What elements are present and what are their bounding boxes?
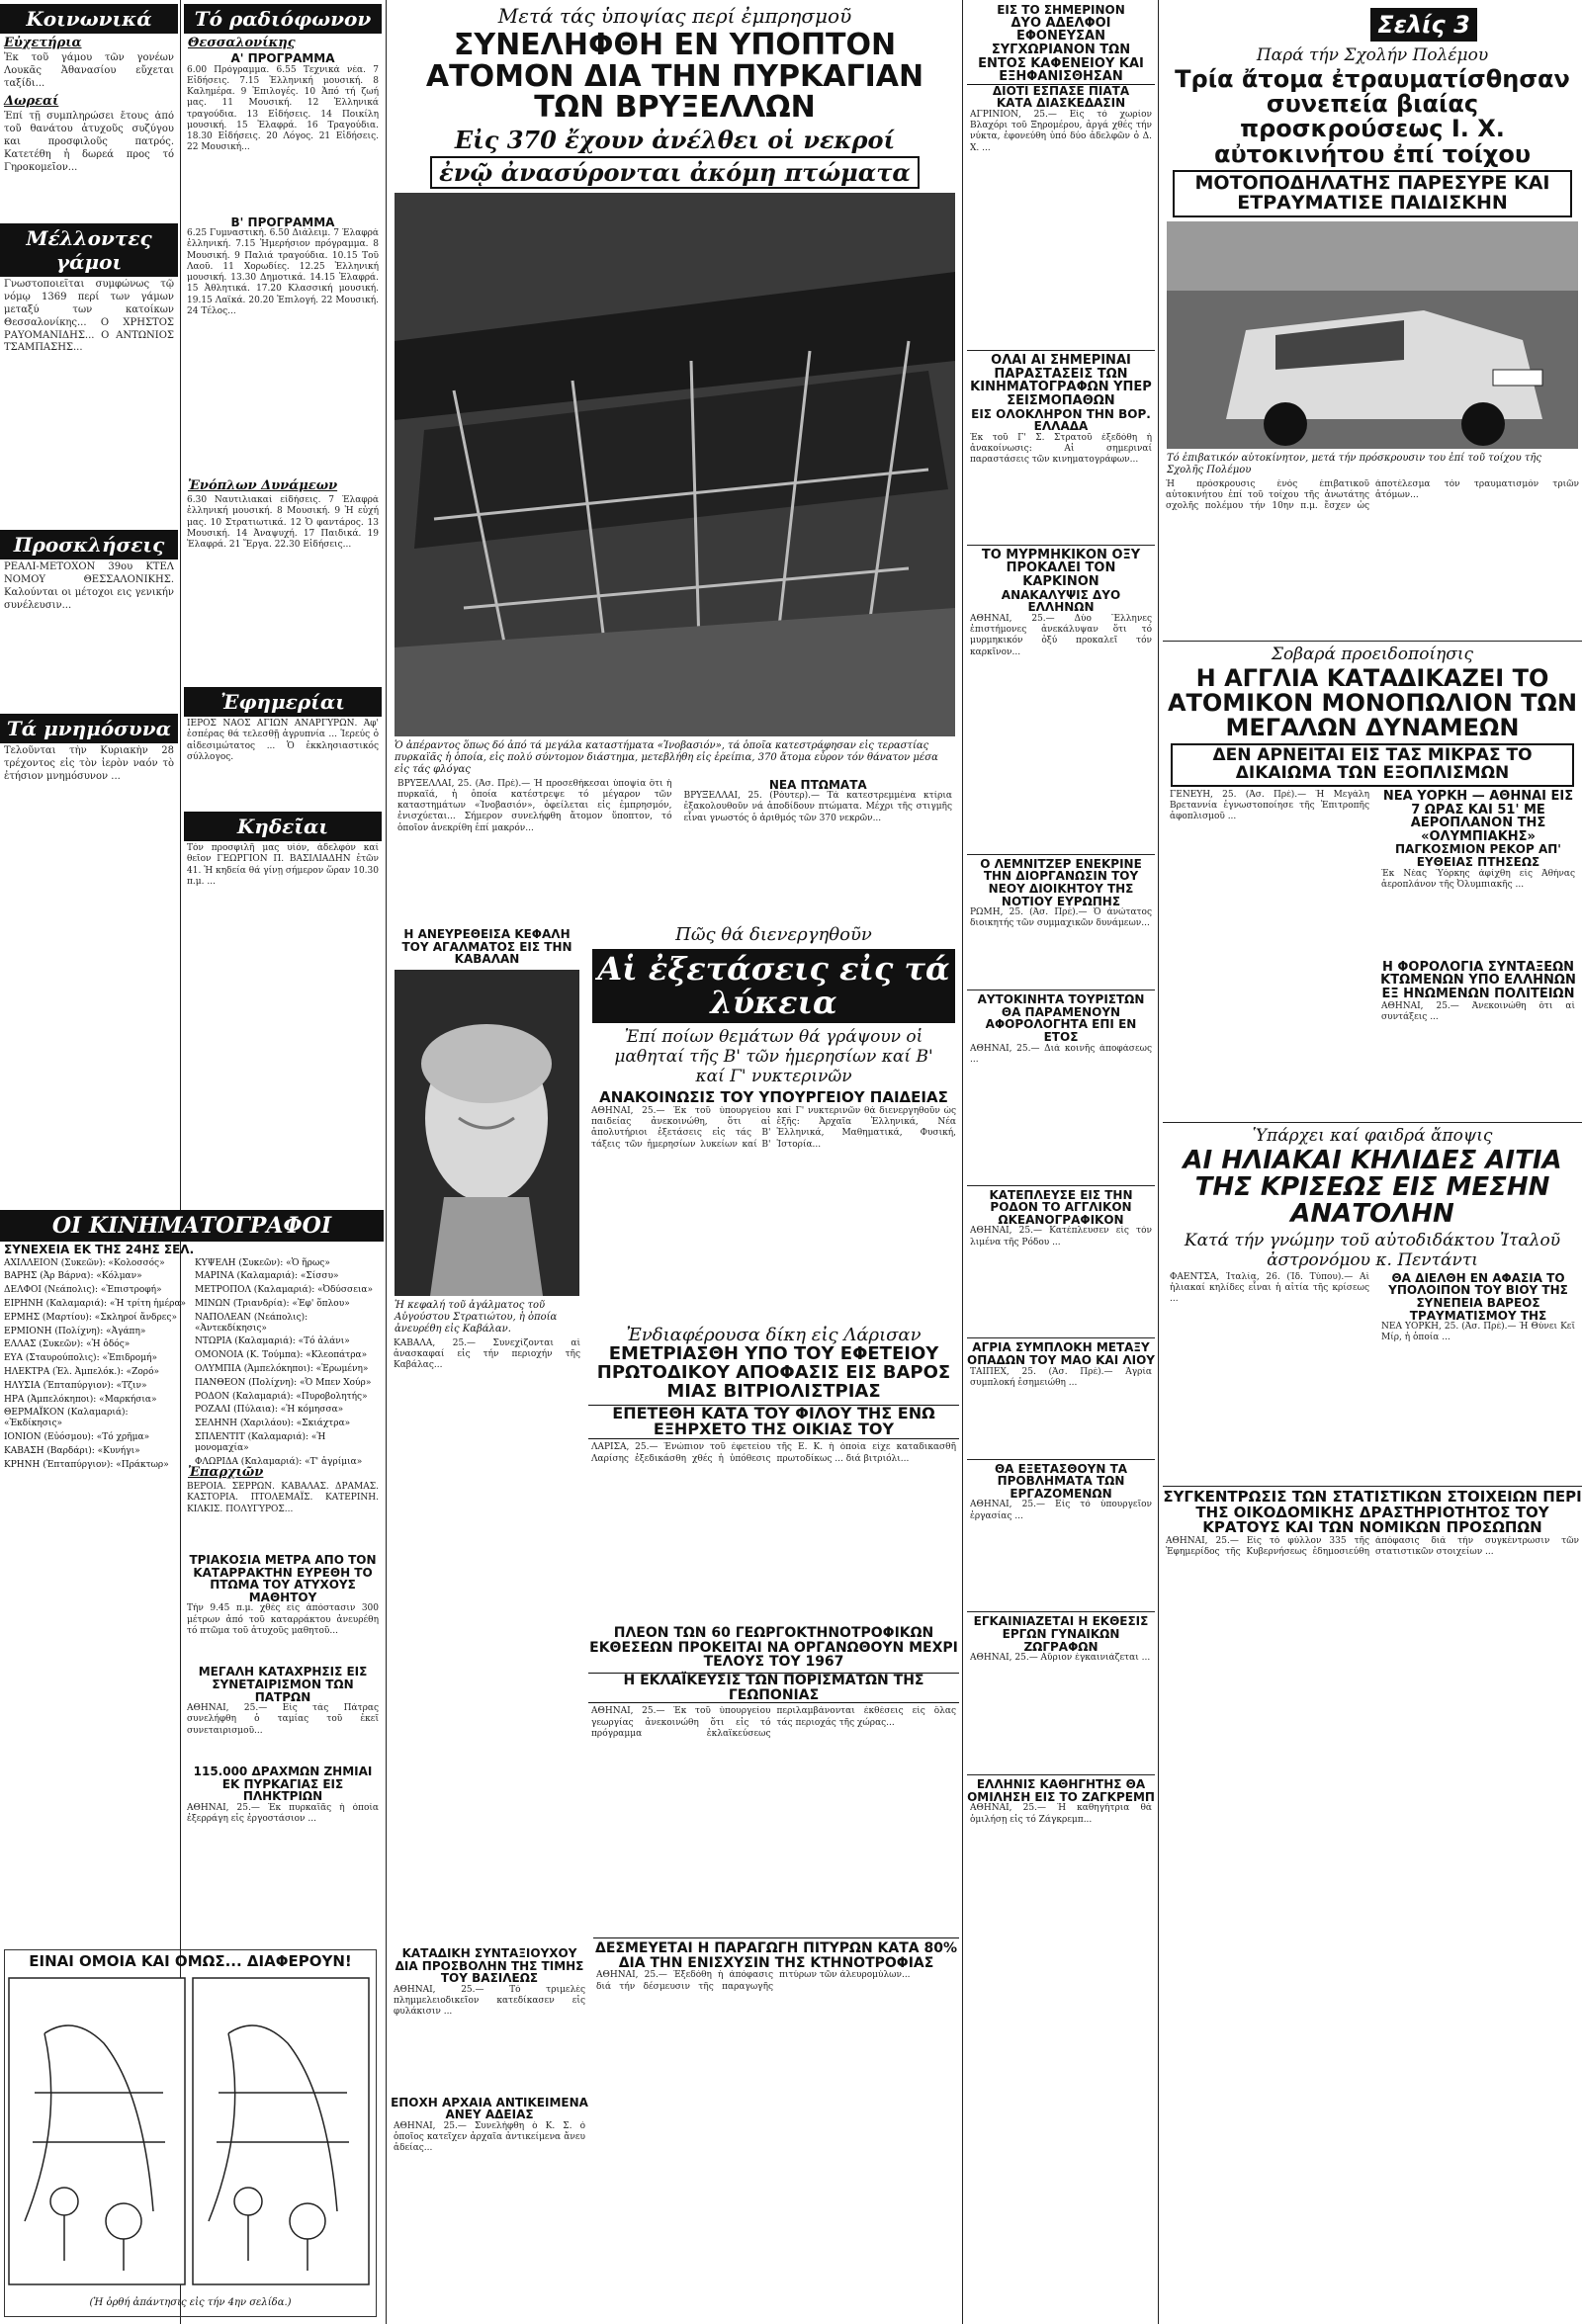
c5-kicker-2: Σοβαρά προειδοποίησις [1271,644,1474,664]
cinema-subtitle: ΣΥΝΕΧΕΙΑ ΕΚ ΤΗΣ 24ΗΣ ΣΕΛ. [4,1243,195,1256]
c4-text-2: Ἐκ τοῦ Γ' Σ. Στρατοῦ ἐξεδόθη ἡ ἀνακοίνωσις: Αἱ σημεριναί παραστάσεις τῶν κινηματογράφων... [970,432,1152,466]
cinema-entry: ΕΥΑ (Σταυρούπολις): «Ἐπιδρομή» [4,1353,157,1364]
cinema-entry: ΘΕΡΜΑΪΚΟΝ (Καλαμαριά): «Ἐκδίκησις» [4,1408,129,1429]
c5-kicker-5: Ὑπάρχει καί φαιδρά ἄποψις [1252,1125,1493,1146]
c4-text-3: ΑΘΗΝΑΙ, 25.— Δύο Ἕλληνες ἐπιστήμονες ἀνεκάλυψαν ὅτι τό μυρμηκικόν ὀξύ προκαλεῖ τόν καρκῖνον... [970,613,1152,657]
cinema-entry: ΕΡΜΗΣ (Μαρτίου): «Σκληροί ἄνδρες» [4,1312,177,1323]
c4-text-5: ΑΘΗΝΑΙ, 25.— Διά κοινῆς ἀποφάσεως ... [970,1043,1152,1065]
cinema-entry: ΕΛΛΑΣ (Συκεῶν): «Ἡ ὁδός» [4,1339,131,1350]
geopon-story [588,1626,959,1923]
c4-head-4: Ο ΛΕΜΝΙΤΖΕΡ ΕΝΕΚΡΙΝΕ ΤΗΝ ΔΙΟΡΓΑΝΩΣΙΝ ΤΟΥ ΝΕΟΥ ΔΙΟΙΚΗΤΟΥ ΤΗΣ ΝΟΤΙΟΥ ΕΥΡΩΠΗΣ [980,856,1142,908]
column-provinces [184,1463,382,1947]
cinema-entry: ΣΕΛΗΝΗ (Χαριλάου): «Σκιάχτρα» [195,1419,351,1429]
car-photo-caption: Τό ἐπιβατικόν αὐτοκίνητον, μετά τήν πρόσκρουσιν του ἐπί τοῦ τοίχου τῆς Σχολῆς Πολέμου [1167,452,1542,475]
megali-text: ΑΘΗΝΑΙ, 25.— Εἰς τάς Πάτρας συνελήφθη ὁ ταμίας τοῦ ἐκεῖ συνεταιρισμοῦ... [187,1703,379,1736]
c4-head-9: ΕΓΚΑΙΝΙΑΖΕΤΑΙ Η ΕΚΘΕΣΙΣ ΕΡΓΩΝ ΓΥΝΑΙΚΩΝ ΖΩΓΡΑΦΩΝ [973,1614,1149,1654]
pityra-headline: ΔΕΣΜΕΥΕΤΑΙ Η ΠΑΡΑΓΩΓΗ ΠΙΤΥΡΩΝ ΚΑΤΑ 80% ΔΙΑ ΤΗΝ ΕΝΙΣΧΥΣΙΝ ΤΗΣ ΚΤΗΝΟΤΡΟΦΙΑΣ [593,1937,959,1970]
epochi-head: ΕΠΟΧΗ ΑΡΧΑΙΑ ΑΝΤΙΚΕΙΜΕΝΑ ΑΝΕΥ ΑΔΕΙΑΣ [391,2095,588,2122]
efimeria-title: Ἐφημερίαι [184,687,382,717]
c4-text-4: ΡΩΜΗ, 25. (Ἀσ. Πρέ).— Ὁ ἀνώτατος διοικητής τῶν συμμαχικῶν δυνάμεων... [970,907,1152,929]
katadiki-head: ΚΑΤΑΔΙΚΗ ΣΥΝΤΑΞΙΟΥΧΟΥ ΔΙΑ ΠΡΟΣΒΟΛΗΝ ΤΗΣ ΤΙΜΗΣ ΤΟΥ ΒΑΣΙΛΕΩΣ [395,1947,584,1986]
epochi-text: ΑΘΗΝΑΙ, 25.— Συνελήφθη ὁ Κ. Σ. ὁ ὁποῖος κατεῖχεν ἀρχαῖα ἀντικείμενα ἄνευ ἀδείας... [394,2120,585,2154]
pityra-text: ΑΘΗΝΑΙ, 25.— Ἐξεδόθη ἡ ἀπόφασις διά τήν δέσμευσιν τῆς παραγωγῆς πιτύρων τῶν ἀλευρομύλων... [596,1970,911,1992]
exams-kicker: Πῶς θά διενεργηθοῦν [675,924,872,945]
main-story-text: ΒΡΥΞΕΛΛΑΙ, 25. (Ἀσ. Πρέ).— Ἡ προσεθήκεσαι ὑποψία ὅτι ἡ πυρκαϊά, ἡ ὁποία κατέστρεψε τό μέγαρον τῶν καταστημάτων «Ἰνοβασιόν», ὀφείλεται εἰς ἐμπρησμόν, ἐνισχύεται... Σήμερον συνελήφθη ἄτομον ὕποπτον, τό ὁποῖον ἀνεκρίθη ἐπί μακρόν... [397,778,672,833]
cinema-entry: ΑΧΙΛΛΕΙΟΝ (Συκεῶν): «Κολοσσός» [4,1257,165,1268]
page-folio: Σελίς 3 [1370,8,1477,42]
statue-caption: Ἡ κεφαλή τοῦ ἀγάλματος τοῦ Αὐγούστου Στρατιώτου, ἡ ὁποία ἀνευρέθη εἰς Καβάλαν. [395,1299,558,1334]
efimeria-text: ΙΕΡΟΣ ΝΑΟΣ ΑΓΙΩΝ ΑΝΑΡΓΥΡΩΝ. Ἀφ' ἑσπέρας θά τελεσθῇ ἀγρυπνία ... Ἱερεύς ὁ αἰδεσιμώτατος ... Ὁ ἐκκλησιαστικός σύλλογος. [187,719,379,762]
geopon-headline: ΠΛΕΟΝ ΤΩΝ 60 ΓΕΩΡΓΟΚΤΗΝΟΤΡΟΦΙΚΩΝ ΕΚΘΕΣΕΩΝ ΠΡΟΚΕΙΤΑΙ ΝΑ ΟΡΓΑΝΩΘΟΥΝ ΜΕΧΡΙ ΤΕΛΟΥΣ ΤΟΥ 1967 [589,1626,958,1671]
statue-block [391,924,583,1478]
cinema-entry: ΜΑΡΙΝΑ (Καλαμαριά): «Σίσσυ» [195,1271,339,1282]
cinema-entry: ΟΛΥΜΠΙΑ (Ἀμπελόκηποι): «Ἐρωμένη» [195,1363,369,1374]
c5-text-5: ΦΑΕΝΤΣΑ, Ἰταλία, 26. (Ἰδ. Τύπου).— Αἱ ἡλιακαί κηλίδες εἶναι ἡ αἰτία τῆς κρίσεως ... [1170,1271,1369,1305]
cinema-entry: ΡΟΔΟΝ (Καλαμαριά): «Πυροβολητής» [195,1391,368,1402]
cinema-entry: ΕΡΜΙΟΝΗ (Πολίχνη): «Ἀγάπη» [4,1326,146,1336]
koinonika-title: Κοινωνικά [0,4,178,34]
main-story [391,0,959,919]
cinema-entry: ΜΕΤΡΟΠΟΛ (Καλαμαριά): «Ὀδύσσεια» [195,1285,373,1296]
eparxion-text: ΒΕΡΟΙΑ. ΣΕΡΡΩΝ. ΚΑΒΑΛΑΣ. ΔΡΑΜΑΣ. ΚΑΣΤΟΡΙΑ. ΠΤΟΛΕΜΑΪΣ. ΚΑΤΕΡΙΝΗ. ΚΙΛΚΙΣ. ΠΟΛΥΓΥΡΟΣ... [187,1482,379,1514]
prog-a-title: Α' ΠΡΟΓΡΑΜΜΑ [230,51,335,65]
c5-text-3: Ἐκ Νέας Ὑόρκης ἀφίχθη εἰς Ἀθήνας ἀεροπλάνον τῆς Ὀλυμπιακῆς ... [1381,868,1575,890]
mnimosyna-text: Τελοῦνται τὴν Κυριακὴν 28 τρέχοντος εἰς τὸν ἱερὸν ναόν τὸ ἐτήσιον μνημόσυνον ... [4,745,174,782]
c5-sub-5: Κατά τήν γνώμην τοῦ αὐτοδιδάκτου Ἰταλοῦ ἀστρονόμου κ. Πεντάντι [1184,1230,1561,1270]
c4-kicker-1: ΕΙΣ ΤΟ ΣΗΜΕΡΙΝΟΝ [997,3,1125,17]
cinema-entry: ΠΑΝΘΕΟΝ (Πολίχνη): «Ὁ Μπεν Χούρ» [195,1377,372,1388]
c4-head-6: ΚΑΤΕΠΛΕΥΣΕ ΕΙΣ ΤΗΝ ΡΟΔΟΝ ΤΟ ΑΓΓΛΙΚΟΝ ΩΚΕΑΝΟΓΡΑΦΙΚΟΝ [989,1187,1133,1227]
eparxion-title: Ἐπαρχιῶν [188,1465,264,1480]
dorea-title: Δωρεαί [4,94,59,110]
cinema-entry: ΒΑΡΗΣ (Ἀρ Βάρνα): «Κόλμαν» [4,1271,142,1282]
c4-text-9: ΑΘΗΝΑΙ, 25.— Αὔριον ἐγκαινιάζεται ... [970,1653,1151,1664]
statue-head: Η ΑΝΕΥΡΕΘΕΙΣΑ ΚΕΦΑΛΗ ΤΟΥ ΑΓΑΛΜΑΤΟΣ ΕΙΣ ΤΗΝ ΚΑΒΑΛΑΝ [401,927,572,967]
main-deck-1: Εἰς 370 ἔχουν ἀνέλθει οἱ νεκροί [454,125,896,154]
c4-sub-2: ΕΙΣ ΟΛΟΚΛΗΡΟΝ ΤΗΝ ΒΟΡ. ΕΛΛΑΔΑ [971,406,1151,434]
c4-sub-1b: ΚΑΤΑ ΔΙΑΣΚΕΔΑΣΙΝ [996,96,1126,111]
c4-text-10: ΑΘΗΝΑΙ, 25.— Ἡ καθηγήτρια θά ὁμιλήσῃ εἰς τό Ζάγκρεμπ... [970,1803,1152,1825]
triakosia-head: ΤΡΙΑΚΟΣΙΑ ΜΕΤΡΑ ΑΠΟ ΤΟΝ ΚΑΤΑΡΡΑΚΤΗΝ ΕΥΡΕΘΗ ΤΟ ΠΤΩΜΑ ΤΟΥ ΑΤΥΧΟΥΣ ΜΑΘΗΤΟΥ [189,1553,377,1604]
cartoon-title: ΕΙΝΑΙ ΟΜΟΙΑ ΚΑΙ ΟΜΩΣ... ΔΙΑΦΕΡΟΥΝ! [29,1952,352,1970]
main-deck-2: ἐνῷ ἀνασύρονται ἀκόμη πτώματα [430,156,920,189]
c5-kicker: Παρά τήν Σχολήν Πολέμου [1256,45,1489,65]
cinema-entry: ΔΕΛΦΟΙ (Νεάπολις): «Ἐπιστροφή» [4,1285,162,1296]
larisa-text: ΛΑΡΙΣΑ, 25.— Ἐνώπιον τοῦ ἐφετείου Λαρίσης ἐξεδικάσθη χθές ἡ ὑπόθεσις τῆς Ε. Κ. ἡ ὁποία εἶχε καταδικασθῆ πρωτοδίκως ... διά βιτριόλι... [591,1442,956,1464]
c4-sub-3: ΑΝΑΚΑΛΥΨΙΣ ΔΥΟ ΕΛΛΗΝΩΝ [1001,587,1121,615]
c5-headline: Τρία ἄτομα ἐτραυματίσθησαν συνεπεία βιαίας προσκρούσεως Ι. Χ. αὐτοκινήτου ἐπί τοίχου [1175,65,1570,168]
fire-photo-caption: Ὁ ἀπέραντος ὅπως δό ἀπό τά μεγάλα καταστήματα «Ἰνοβασιόν», τά ὁποῖα κατεστράφησαν εἰς τεραστίας πυρκαϊᾶς ἡ ὁποία, εἰς πολύ σύντομον διάστημα, μετεβλήθη εἰς ἐρείπια, 370 ἄτομα εὗρον τόν θάνατον μέσα εἰς τάς φλόγας [395,739,938,775]
c4-head-2: ΟΛΑΙ ΑΙ ΣΗΜΕΡΙΝΑΙ ΠΑΡΑΣΤΑΣΕΙΣ ΤΩΝ ΚΙΝΗΜΑΤΟΓΡΑΦΩΝ ΥΠΕΡ ΣΕΙΣΜΟΠΑΘΩΝ [970,352,1152,408]
larisa-subhead: ΕΠΕΤΕΘΗ ΚΑΤΑ ΤΟΥ ΦΙΛΟΥ ΤΗΣ ΕΝΩ ΕΞΗΡΧΕΤΟ ΤΗΣ ΟΙΚΙΑΣ ΤΟΥ [588,1405,959,1440]
exams-headline: Αἱ ἐξετάσεις εἰς τά λύκεια [592,949,955,1023]
enoplon-text: 6.30 Ναυτιλιακαί εἰδήσεις. 7 Ἐλαφρά ἑλληνική μουσική. 8 Μουσική. 9 Ἡ εὐχή μας. 10 Στρατιωτικά. 12 Ὁ φαντάρος. 13 Μουσική. 14 Ἀναψυχή. 17 Παιδικά. 19 Ἐλαφρά. 21 Ἔργα. 22.30 Εἰδήσεις... [187,495,379,551]
geopon-subhead: Η ΕΚΛΑΪΚΕΥΣΙΣ ΤΩΝ ΠΟΡΙΣΜΑΤΩΝ ΤΗΣ ΓΕΩΠΟΝΙΑΣ [588,1673,959,1703]
triakosia-text: Τήν 9.45 π.μ. χθές εἰς ἀπόστασιν 300 μέτρων ἀπό τοῦ καταρράκτου ἀνευρέθη τό πτῶμα τοῦ ἀτυχοῦς μαθητοῦ... [187,1603,379,1636]
cinema-entry: ΕΙΡΗΝΗ (Καλαμαριά): «Ἡ τρίτη ἡμέρα» [4,1298,187,1309]
radio-title: Τό ραδιόφωνον [184,4,382,34]
enoplon-title: Ἐνόπλων Δυνάμεων [188,478,338,494]
prog-b-text: 6.25 Γυμναστική. 6.50 Διάλειμ. 7 Ἐλαφρά ἑλληνική. 7.15 Ἡμερήσιον πρόγραμμα. 8 Μουσική. 9 Παλιά τραγούδια. 10.15 Τοῦ Λαοῦ. 11 Χορωδίες. 12.25 Ἑλληνική μουσική. 13.30 Δημοτικά. 14.15 Ἐλαφρά. 15 Ἀθλητικά. 17.20 Κλασσική μουσική. 19.15 Λαϊκά. 20.20 Ἐπιλογή. 22 Μουσική. 24 Τέλος... [187,228,379,316]
pityra-story [593,1937,959,2318]
c5-text-2: ΓΕΝΕΥΗ, 25. (Ἀσ. Πρέ).— Ἡ Μεγάλη Βρεταννία ἐγνωστοποίησε τῆς Ἐπιτροπῆς ἀφοπλισμοῦ ... [1170,789,1369,822]
cinema-entry: ΦΛΩΡΙΔΑ (Καλαμαριά): «Τ' ἀγρίμια» [195,1456,363,1467]
c5-head-5: ΑΙ ΗΛΙΑΚΑΙ ΚΗΛΙΔΕΣ ΑΙΤΙΑ ΤΗΣ ΚΡΙΣΕΩΣ ΕΙΣ ΜΕΣΗΝ ΑΝΑΤΟΛΗΝ [1183,1145,1562,1230]
c5-sub-6: ΣΥΝΕΠΕΙΑ ΒΑΡΕΟΣ [1416,1295,1540,1310]
c5-sub-3: ΠΑΓΚΟΣΜΙΟΝ ΡΕΚΟΡ ΑΠ' ΕΥΘΕΙΑΣ ΠΤΗΣΕΩΣ [1395,842,1561,870]
megali-head: ΜΕΓΑΛΗ ΚΑΤΑΧΡΗΣΙΣ ΕΙΣ ΣΥΝΕΤΑΙΡΙΣΜΟΝ ΤΩΝ ΠΑΤΡΩΝ [198,1665,368,1704]
nea-ptomata-head: ΝΕΑ ΠΤΩΜΑΤΑ [768,777,867,792]
c5-sub-6b: ΤΡΑΥΜΑΤΙΣΜΟΥ ΤΗΣ [1409,1308,1547,1323]
cartoon-illustration [5,1974,374,2290]
cinema-list [4,1258,380,1472]
zimiai-text: ΑΘΗΝΑΙ, 25.— Ἐκ πυρκαϊᾶς ἡ ὁποία ἐξερράγη εἰς ἐργοστάσιον ... [187,1802,379,1825]
proskliseis-title: Προσκλήσεις [0,530,178,559]
proskliseis-text: ΡΕΑΛΙ-ΜΕΤΟΧΟΝ 39ου ΚΤΕΛ ΝΟΜΟΥ ΘΕΣΣΑΛΟΝΙΚΗΣ. Καλούνται οι μέτοχοι εις γενικήν συνέλευσιν... [4,561,174,611]
c4-text-1: ΑΓΡΙΝΙΟΝ, 25.— Εἰς τό χωρίον Βλαχόρι τοῦ Ξηρομέρου, ἀργά χθές τήν νύκτα, ἐφονεύθη ὑπό δύο ἀδελφῶν ὁ Δ. Χ. ... [970,109,1152,153]
eychetiria-title: Εὐχετήρια [4,36,82,50]
exams-subhead: ΑΝΑΚΟΙΝΩΣΙΣ ΤΟΥ ΥΠΟΥΡΓΕΙΟΥ ΠΑΙΔΕΙΑΣ [599,1088,948,1107]
c4-text-6: ΑΘΗΝΑΙ, 25.— Κατέπλευσεν εἰς τόν λιμένα τῆς Ρόδου ... [970,1226,1152,1248]
c4-head-5: ΑΥΤΟΚΙΝΗΤΑ ΤΟΥΡΙΣΤΩΝ ΘΑ ΠΑΡΑΜΕΝΟΥΝ ΑΦΟΡΟΛΟΓΗΤΑ ΕΠΙ ΕΝ ΕΤΟΣ [977,992,1145,1044]
main-headline: ΣΥΝΕΛΗΦΘΗ ΕΝ ΥΠΟΠΤΟΝ ΑΤΟΜΟΝ ΔΙΑ ΤΗΝ ΠΥΡΚΑΓΙΑΝ ΤΩΝ ΒΡΥΞΕΛΛΩΝ [425,28,924,125]
exams-story [588,924,959,1320]
c4-head-3: ΤΟ ΜΥΡΜΗΚΙΚΟΝ ΟΞΥ ΠΡΟΚΑΛΕΙ ΤΟΝ ΚΑΡΚΙΝΟΝ [981,547,1141,590]
cinema-entry: ΙΟΝΙΟΝ (Εὐόσμου): «Τό χρῆμα» [4,1431,150,1442]
cinema-entry: ΝΑΠΟΛΕΑΝ (Νεάπολις): «Ἀντεκδίκησις» [195,1312,308,1334]
c5-head-3: ΝΕΑ ΥΟΡΚΗ — ΑΘΗΝΑΙ ΕΙΣ 7 ΩΡΑΣ ΚΑΙ 51' ΜΕ ΑΕΡΟΠΛΑΝΟΝ ΤΗΣ «ΟΛΥΜΠΙΑΚΗΣ» [1382,788,1574,844]
c5-head-6: ΘΑ ΔΙΕΛΘΗ ΕΝ ΑΦΑΣΙΑ ΤΟ ΥΠΟΛΟΙΠΟΝ ΤΟΥ ΒΙΟΥ ΤΗΣ [1388,1270,1568,1298]
cinema-entry: ΗΡΑ (Ἀμπελόκηποι): «Μαρκήσια» [4,1394,157,1405]
c4-head-8: ΘΑ ΕΞΕΤΑΣΘΟΥΝ ΤΑ ΠΡΟΒΛΗΜΑΤΑ ΤΩΝ ΕΡΓΑΖΟΜΕΝΩΝ [994,1461,1128,1501]
katadiki-text: ΑΘΗΝΑΙ, 25.— Τό τριμελές πλημμελειοδικεῖον κατεδίκασεν εἰς φυλάκισιν ... [394,1984,585,2018]
cinema-entry: ΚΑΒΑΣΗ (Βαρδάρι): «Κυνήγι» [4,1445,140,1456]
cinema-entry: ΚΥΨΕΛΗ (Συκεῶν): «Ὁ ἥρως» [195,1257,330,1268]
larisa-headline: ΕΜΕΤΡΙΑΣΘΗ ΥΠΟ ΤΟΥ ΕΦΕΤΕΙΟΥ ΠΡΩΤΟΔΙΚΟΥ ΑΠΟΦΑΣΙΣ ΕΙΣ ΒΑΡΟΣ ΜΙΑΣ ΒΙΤΡΙΟΛΙΣΤΡΙΑΣ [596,1343,951,1402]
cinema-entry: ΚΡΗΝΗ (Ἐπταπύργιον): «Πράκτωρ» [4,1459,169,1470]
cinema-entry: ΗΛΥΣΙΑ (Ἐπταπύργιον): «Τζιν» [4,1380,147,1391]
c4-sub-1: ΔΙΟΤΙ ΕΣΠΑΣΕ ΠΙΑΤΑ [967,84,1155,98]
kideia-text: Τόν προσφιλῆ μας υἱόν, ἀδελφόν καί θεῖον ΓΕΩΡΓΙΟΝ Π. ΒΑΣΙΛΙΑΔΗΝ ἐτῶν 41. Ἡ κηδεία θά γίνῃ σήμερον ὥραν 10.30 π.μ. ... [187,843,379,887]
car-crash-image [1167,221,1578,449]
larisa-story [588,1325,959,1621]
prog-b-title: Β' ΠΡΟΓΡΑΜΜΑ [230,215,335,229]
exams-text: ΑΘΗΝΑΙ, 25.— Ἐκ τοῦ ὑπουργείου παιδείας ἀνεκοινώθη, ὅτι αἱ ἀπολυτήριοι ἐξετάσεις εἰς τάς Β' τάξεις τῶν ἡμερησίων λυκείων καί Β' καί Γ' νυκτερινῶν θά διενεργηθοῦν ὡς ἑξῆς: Ἀρχαῖα Ἑλληνικά, Νέα Ἑλληνικά, Μαθηματικά, Φυσική, Ἱστορία... [591,1105,956,1150]
c5-sub-2: ΔΕΝ ΑΡΝΕΙΤΑΙ ΕΙΣ ΤΑΣ ΜΙΚΡΑΣ ΤΟ ΔΙΚΑΙΩΜΑ ΤΩΝ ΕΞΟΠΛΙΣΜΩΝ [1171,743,1574,787]
mellontes-title: Μέλλοντες γάμοι [0,223,178,277]
c4-head-7: ΑΓΡΙΑ ΣΥΜΠΛΟΚΗ ΜΕΤΑΞΥ ΟΠΑΔΩΝ ΤΟΥ ΜΑΟ ΚΑΙ ΛΙΟΥ [967,1340,1155,1367]
column-col2-bottom [391,1947,588,2323]
c4-head-1: ΔΥΟ ΑΔΕΛΦΟΙ ΕΦΟΝΕΥΣΑΝ ΣΥΓΧΩΡΙΑΝΟΝ ΤΩΝ ΕΝΤΟΣ ΚΑΦΕΝΕΙΟΥ ΚΑΙ ΕΞΗΦΑΝΙΣΘΗΣΑΝ [978,15,1144,85]
c5-text-7: ΑΘΗΝΑΙ, 25.— Εἰς τό φύλλον 335 τῆς Ἐφημερίδος τῆς Κυβερνήσεως ἐδημοσιεύθη ἀπόφασις διά τήν συγκέντρωσιν τῶν στατιστικῶν στοιχείων ... [1166,1536,1579,1558]
c5-text-6: ΝΕΑ ΥΟΡΚΗ, 25. (Ἀσ. Πρέ).— Ἡ Θύνει Κεϊ Μίρ, ἡ ὁποία ... [1381,1322,1575,1343]
c5-subhead: ΜΟΤΟΠΟΔΗΛΑΤΗΣ ΠΑΡΕΣΥΡΕ ΚΑΙ ΕΤΡΑΥΜΑΤΙΣΕ ΠΑΙΔΙΣΚΗΝ [1173,170,1572,217]
mnimosyna-title: Τά μνημόσυνα [0,714,178,743]
c4-text-8: ΑΘΗΝΑΙ, 25.— Εἰς τό ὑπουργεῖον ἐργασίας ... [970,1500,1152,1521]
car-photo [1167,221,1578,449]
cartoon-puzzle [4,1949,377,2317]
statue-head-image [395,970,579,1296]
c5-head-2: Η ΑΓΓΛΙΑ ΚΑΤΑΔΙΚΑΖΕΙ ΤΟ ΑΤΟΜΙΚΟΝ ΜΟΝΟΠΩΛΙΟΝ ΤΩΝ ΜΕΓΑΛΩΝ ΔΥΝΑΜΕΩΝ [1167,663,1578,741]
cinema-entry: ΗΛΕΚΤΡΑ (Ἐλ. Ἀμπελόκ.): «Ζορό» [4,1366,160,1377]
main-kicker: Μετά τάς ὑποψίας περί ἐμπρησμοῦ [497,4,852,28]
statue-photo [395,970,579,1296]
geopon-text: ΑΘΗΝΑΙ, 25.— Ἐκ τοῦ ὑπουργείου γεωργίας ἀνεκοινώθη ὅτι εἰς τό πρόγραμμα ἐκλαϊκεύσεως περιλαμβάνονται ἐκθέσεις εἰς ὅλας τάς περιοχάς τῆς χώρας... [591,1706,956,1739]
fire-photo [395,193,955,736]
fire-ruins-image [395,193,955,736]
dorea-text: Ἐπί τῇ συμπληρώσει ἔτους ἀπό τοῦ θανάτου ἀτυχοῦς συζύγου και προσφιλοῦς πατρός. Κατετέθη ἡ δωρεά προς τό Γηροκομεῖον... [4,111,174,173]
eychetiria-text: Ἐκ τοῦ γάμου τῶν γονέων Λουκᾶς Ἀθανασίου εὔχεται ταξίδι... [4,52,174,89]
column-right [1163,45,1582,2319]
cinema-entry: ΝΤΩΡΙΑ (Καλαμαριά): «Τό ἀλάνι» [195,1336,350,1347]
c5-text-4: ΑΘΗΝΑΙ, 25.— Ἀνεκοινώθη ὅτι αἱ συντάξεις ... [1381,1000,1575,1022]
column-news [967,0,1155,2324]
c5-story-text: Ἡ πρόσκρουσις ἑνός ἐπιβατικοῦ αὐτοκινήτου ἐπί τοῦ τοίχου τῆς ἀνωτάτης σχολῆς πολέμου τήν 10ην π.μ. ἔσχεν ὡς ἀποτέλεσμα τόν τραυματισμόν τριῶν ἀτόμων... [1166,478,1579,512]
cinema-title: ΟΙ ΚΙΝΗΜΑΤΟΓΡΑΦΟΙ [0,1210,384,1242]
cinema-entry: ΜΙΝΩΝ (Τριανδρία): «Ἐφ' ὅπλου» [195,1298,350,1309]
c4-head-10: ΕΛΛΗΝΙΣ ΚΑΘΗΓΗΤΗΣ ΘΑ ΟΜΙΛΗΣΗ ΕΙΣ ΤΟ ΖΑΓΚΡΕΜΠ [967,1777,1155,1804]
c5-head-4: Η ΦΟΡΟΛΟΓΙΑ ΣΥΝΤΑΞΕΩΝ ΚΤΩΜΕΝΩΝ ΥΠΟ ΕΛΛΗΝΩΝ ΕΞ ΗΝΩΜΕΝΩΝ ΠΟΛΙΤΕΙΩΝ [1380,959,1576,1001]
nea-ptomata-text: ΒΡΥΞΕΛΛΑΙ, 25. (Ρόυτερ).— Τά κατεστρεμμένα κτίρια ἐξακολουθοῦν νά ἀποδίδουν πτώματα. Μέχρι τῆς στιγμῆς εἶναι γνωστός ὁ ἀριθμός τῶν 370 νεκρῶν... [683,791,952,823]
c4-text-7: ΤΑΪΠΕΧ, 25. (Ἀσ. Πρέ).— Ἀγρία συμπλοκή ἐσημειώθη ... [970,1366,1152,1388]
column-radio [184,0,382,1201]
prog-a-text: 6.00 Πρόγραμμα. 6.55 Τεχνικά νέα. 7 Εἰδήσεις. 7.15 Ἑλληνική μουσική. 8 Καλημέρα. 9 Ἐπιλογές. 10 Ἀπό τή ζωή μας. 11 Μουσική. 12 Ἑλληνικά τραγούδια. 13 Εἰδήσεις. 14 Ποικίλη μουσική. 15 Ἐλαφρά. 16 Τραγούδια. 18.30 Εἰδήσεις. 20 Λόγος. 21 Εἰδήσεις. 22 Μουσική... [187,64,379,153]
zimiai-head: 115.000 ΔΡΑΧΜΩΝ ΖΗΜΙΑΙ ΕΚ ΠΥΡΚΑΓΙΑΣ ΕΙΣ ΠΛΗΚΤΡΙΩΝ [193,1765,373,1804]
larisa-kicker: Ἐνδιαφέρουσα δίκη εἰς Λάρισαν [626,1325,922,1345]
kideia-title: Κηδεῖαι [184,812,382,841]
cinema-entry: ΣΠΛΕΝΤΙΤ (Καλαμαριά): «Ἡ μονομαχία» [195,1431,326,1453]
statue-text: ΚΑΒΑΛΑ, 25.— Συνεχίζονται αἱ ἀνασκαφαί εἰς τήν περιοχήν τῆς Καβάλας... [394,1337,580,1371]
cartoon-caption: (Ἡ ὀρθή ἀπάντησις εἰς τήν 4ην σελίδα.) [89,2296,292,2308]
c5-head-7: ΣΥΓΚΕΝΤΡΩΣΙΣ ΤΩΝ ΣΤΑΤΙΣΤΙΚΩΝ ΣΤΟΙΧΕΙΩΝ ΠΕΡΙ ΤΗΣ ΟΙΚΟΔΟΜΙΚΗΣ ΔΡΑΣΤΗΡΙΟΤΗΤΟΣ ΤΟΥ ΚΡΑΤΟΥΣ ΚΑΙ ΤΩΝ ΝΟΜΙΚΩΝ ΠΡΟΣΩΠΩΝ [1163,1487,1582,1537]
mellontes-text: Γνωστοποιεῖται συμφώνως τῷ νόμῳ 1369 περί των γάμων μεταξύ των κατοίκων Θεσσαλονίκης... Ο ΧΡΗΣΤΟΣ ΡΑΥΟΜΑΝΙΔΗΣ... Ο ΑΝΤΩΝΙΟΣ ΤΣΑΜΠΑΣΗΣ... [4,279,174,354]
cinema-entry: ΡΟΖΑΛΙ (Πύλαια): «Ἡ κόμησσα» [195,1405,344,1416]
exams-deck: Ἐπί ποίων θεμάτων θά γράψουν οἱ μαθηταί τῆς Β' τῶν ἡμερησίων καί Β' καί Γ' νυκτερινῶν [614,1027,933,1087]
radio-station: Θεσσαλονίκης [188,36,296,50]
cinema-entry: ΟΜΟΝΟΙΑ (Κ. Τούμπα): «Κλεοπάτρα» [195,1350,368,1361]
